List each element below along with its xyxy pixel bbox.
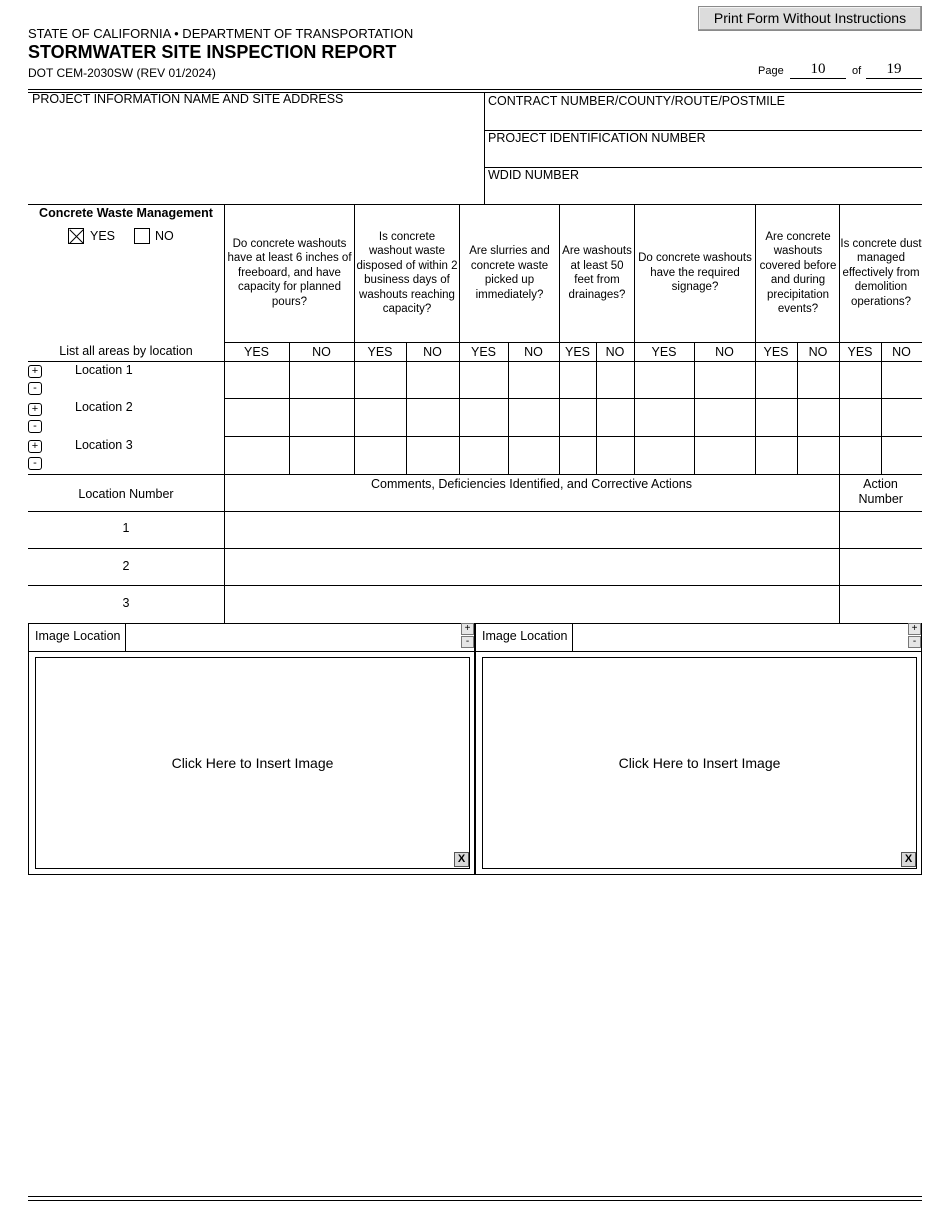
location-number-header: Location Number <box>78 487 174 501</box>
header-rule <box>28 89 922 90</box>
wdid-field[interactable] <box>485 184 922 203</box>
project-info-field[interactable] <box>28 108 484 204</box>
answer-cell[interactable] <box>407 362 459 398</box>
row-rule <box>28 474 922 475</box>
footer-rule <box>28 1196 922 1197</box>
remove-location-button[interactable]: - <box>28 457 42 470</box>
action-number-header-text: Action Number <box>858 477 903 506</box>
remove-image-button[interactable]: X <box>454 852 469 867</box>
q7-yes-header: YES <box>847 345 873 359</box>
row-rule <box>224 436 922 437</box>
image-location-increment[interactable]: + <box>908 623 921 635</box>
answer-cell[interactable] <box>290 362 354 398</box>
q6-no-header: NO <box>808 345 828 359</box>
wdid-label: WDID NUMBER <box>488 168 579 182</box>
col-div <box>354 204 355 474</box>
comments-field[interactable] <box>225 512 839 548</box>
answer-cell[interactable] <box>560 362 596 398</box>
insert-image-area[interactable] <box>35 657 470 869</box>
form-number: DOT CEM-2030SW (REV 01/2024) <box>28 66 216 80</box>
page-number-field[interactable]: 10 <box>790 61 846 79</box>
answer-cell[interactable] <box>635 362 694 398</box>
add-location-button[interactable]: + <box>28 365 42 378</box>
answer-cell[interactable] <box>225 362 289 398</box>
contract-number-field[interactable] <box>485 110 922 129</box>
form-title: STORMWATER SITE INSPECTION REPORT <box>28 42 397 62</box>
answer-cell[interactable] <box>355 362 406 398</box>
section-no-label: NO <box>155 229 174 243</box>
answer-cell[interactable] <box>509 362 559 398</box>
question-5: Do concrete washouts have the required signage? <box>638 252 752 294</box>
project-bottom-rule <box>28 204 922 205</box>
answer-cell[interactable] <box>460 362 508 398</box>
q5-yes-header: YES <box>651 345 677 359</box>
insert-image-area[interactable] <box>482 657 917 869</box>
answer-cell[interactable] <box>695 362 755 398</box>
add-location-button[interactable]: + <box>28 440 42 453</box>
remove-location-button[interactable]: - <box>28 420 42 433</box>
answer-cell[interactable] <box>882 362 922 398</box>
remove-location-button[interactable]: - <box>28 382 42 395</box>
add-location-button[interactable]: + <box>28 403 42 416</box>
question-2: Is concrete washout waste disposed of within 2 business days of washouts reaching capacity? <box>356 230 458 315</box>
image-location-increment[interactable]: + <box>461 623 474 635</box>
image-location-label: Image Location <box>482 629 568 643</box>
section-yes-checkbox[interactable] <box>68 228 84 244</box>
action-number-field[interactable] <box>840 586 922 623</box>
col-div <box>224 204 225 511</box>
question-3: Are slurries and concrete waste picked up immediately? <box>469 245 550 301</box>
q5-no-header: NO <box>715 345 734 359</box>
remove-image-button[interactable]: X <box>901 852 916 867</box>
action-number-field[interactable] <box>840 512 922 548</box>
section-no-checkbox[interactable] <box>134 228 150 244</box>
section-title: Concrete Waste Management <box>39 206 213 220</box>
location-number: 1 <box>122 521 130 535</box>
image-location-field[interactable] <box>127 625 459 649</box>
location-number: 3 <box>122 596 130 610</box>
insert-image-text: Click Here to Insert Image <box>618 755 781 771</box>
answer-cell[interactable] <box>840 362 881 398</box>
image-panel-div <box>572 623 573 651</box>
col-div <box>755 204 756 474</box>
q3-no-header: NO <box>524 345 543 359</box>
q4-yes-header: YES <box>564 345 590 359</box>
list-areas-label: List all areas by location <box>59 344 193 358</box>
image-location-field[interactable] <box>574 625 906 649</box>
comments-header: Comments, Deficiencies Identified, and Corrective Actions <box>371 477 692 491</box>
project-id-label: PROJECT IDENTIFICATION NUMBER <box>488 131 706 145</box>
project-info-label: PROJECT INFORMATION NAME AND SITE ADDRESS <box>32 92 344 106</box>
comments-field[interactable] <box>225 586 839 623</box>
answer-cell[interactable] <box>597 362 634 398</box>
page-label: Page <box>758 65 784 77</box>
contract-number-label: CONTRACT NUMBER/COUNTY/ROUTE/POSTMILE <box>488 94 786 108</box>
q2-yes-header: YES <box>367 345 393 359</box>
q6-yes-header: YES <box>763 345 789 359</box>
insert-image-text: Click Here to Insert Image <box>171 755 334 771</box>
question-4: Are washouts at least 50 feet from drainages? <box>562 245 632 301</box>
answer-cell[interactable] <box>756 362 797 398</box>
question-6: Are concrete washouts covered before and during precipitation events? <box>759 230 837 315</box>
of-label: of <box>852 65 862 77</box>
col-div <box>559 204 560 474</box>
location-label: Location 1 <box>75 363 133 377</box>
project-id-field[interactable] <box>485 147 922 166</box>
answer-cell[interactable] <box>798 362 839 398</box>
question-1: Do concrete washouts have at least 6 inches of freeboard, and have capacity for planned pours? <box>227 237 352 308</box>
row-rule <box>224 342 922 343</box>
total-pages-field[interactable]: 19 <box>866 61 922 79</box>
location-number: 2 <box>122 559 130 573</box>
location-label: Location 3 <box>75 438 133 452</box>
image-panel-rule <box>28 651 475 652</box>
agency-name: STATE OF CALIFORNIA • DEPARTMENT OF TRANSPORTATION <box>28 26 414 41</box>
q1-no-header: NO <box>312 345 331 359</box>
q2-no-header: NO <box>423 345 442 359</box>
image-location-decrement[interactable]: - <box>908 636 921 648</box>
q1-yes-header: YES <box>243 345 269 359</box>
location-label: Location 2 <box>75 400 133 414</box>
q3-yes-header: YES <box>470 345 496 359</box>
action-number-header <box>839 477 922 507</box>
q4-no-header: NO <box>605 345 625 359</box>
col-div <box>634 204 635 474</box>
print-form-button[interactable]: Print Form Without Instructions <box>698 6 922 31</box>
footer-rule-inner <box>28 1200 922 1201</box>
action-number-field[interactable] <box>840 549 922 585</box>
image-panel-div <box>125 623 126 651</box>
image-panel-rule <box>475 651 922 652</box>
section-yes-label: YES <box>90 229 116 243</box>
image-location-label: Image Location <box>35 629 121 643</box>
q7-no-header: NO <box>892 345 911 359</box>
question-7: Is concrete dust managed effectively from demolition operations? <box>840 237 922 308</box>
comments-field[interactable] <box>225 549 839 585</box>
row-rule <box>224 398 922 399</box>
image-location-decrement[interactable]: - <box>461 636 474 648</box>
col-div <box>459 204 460 474</box>
col-div <box>839 204 840 511</box>
